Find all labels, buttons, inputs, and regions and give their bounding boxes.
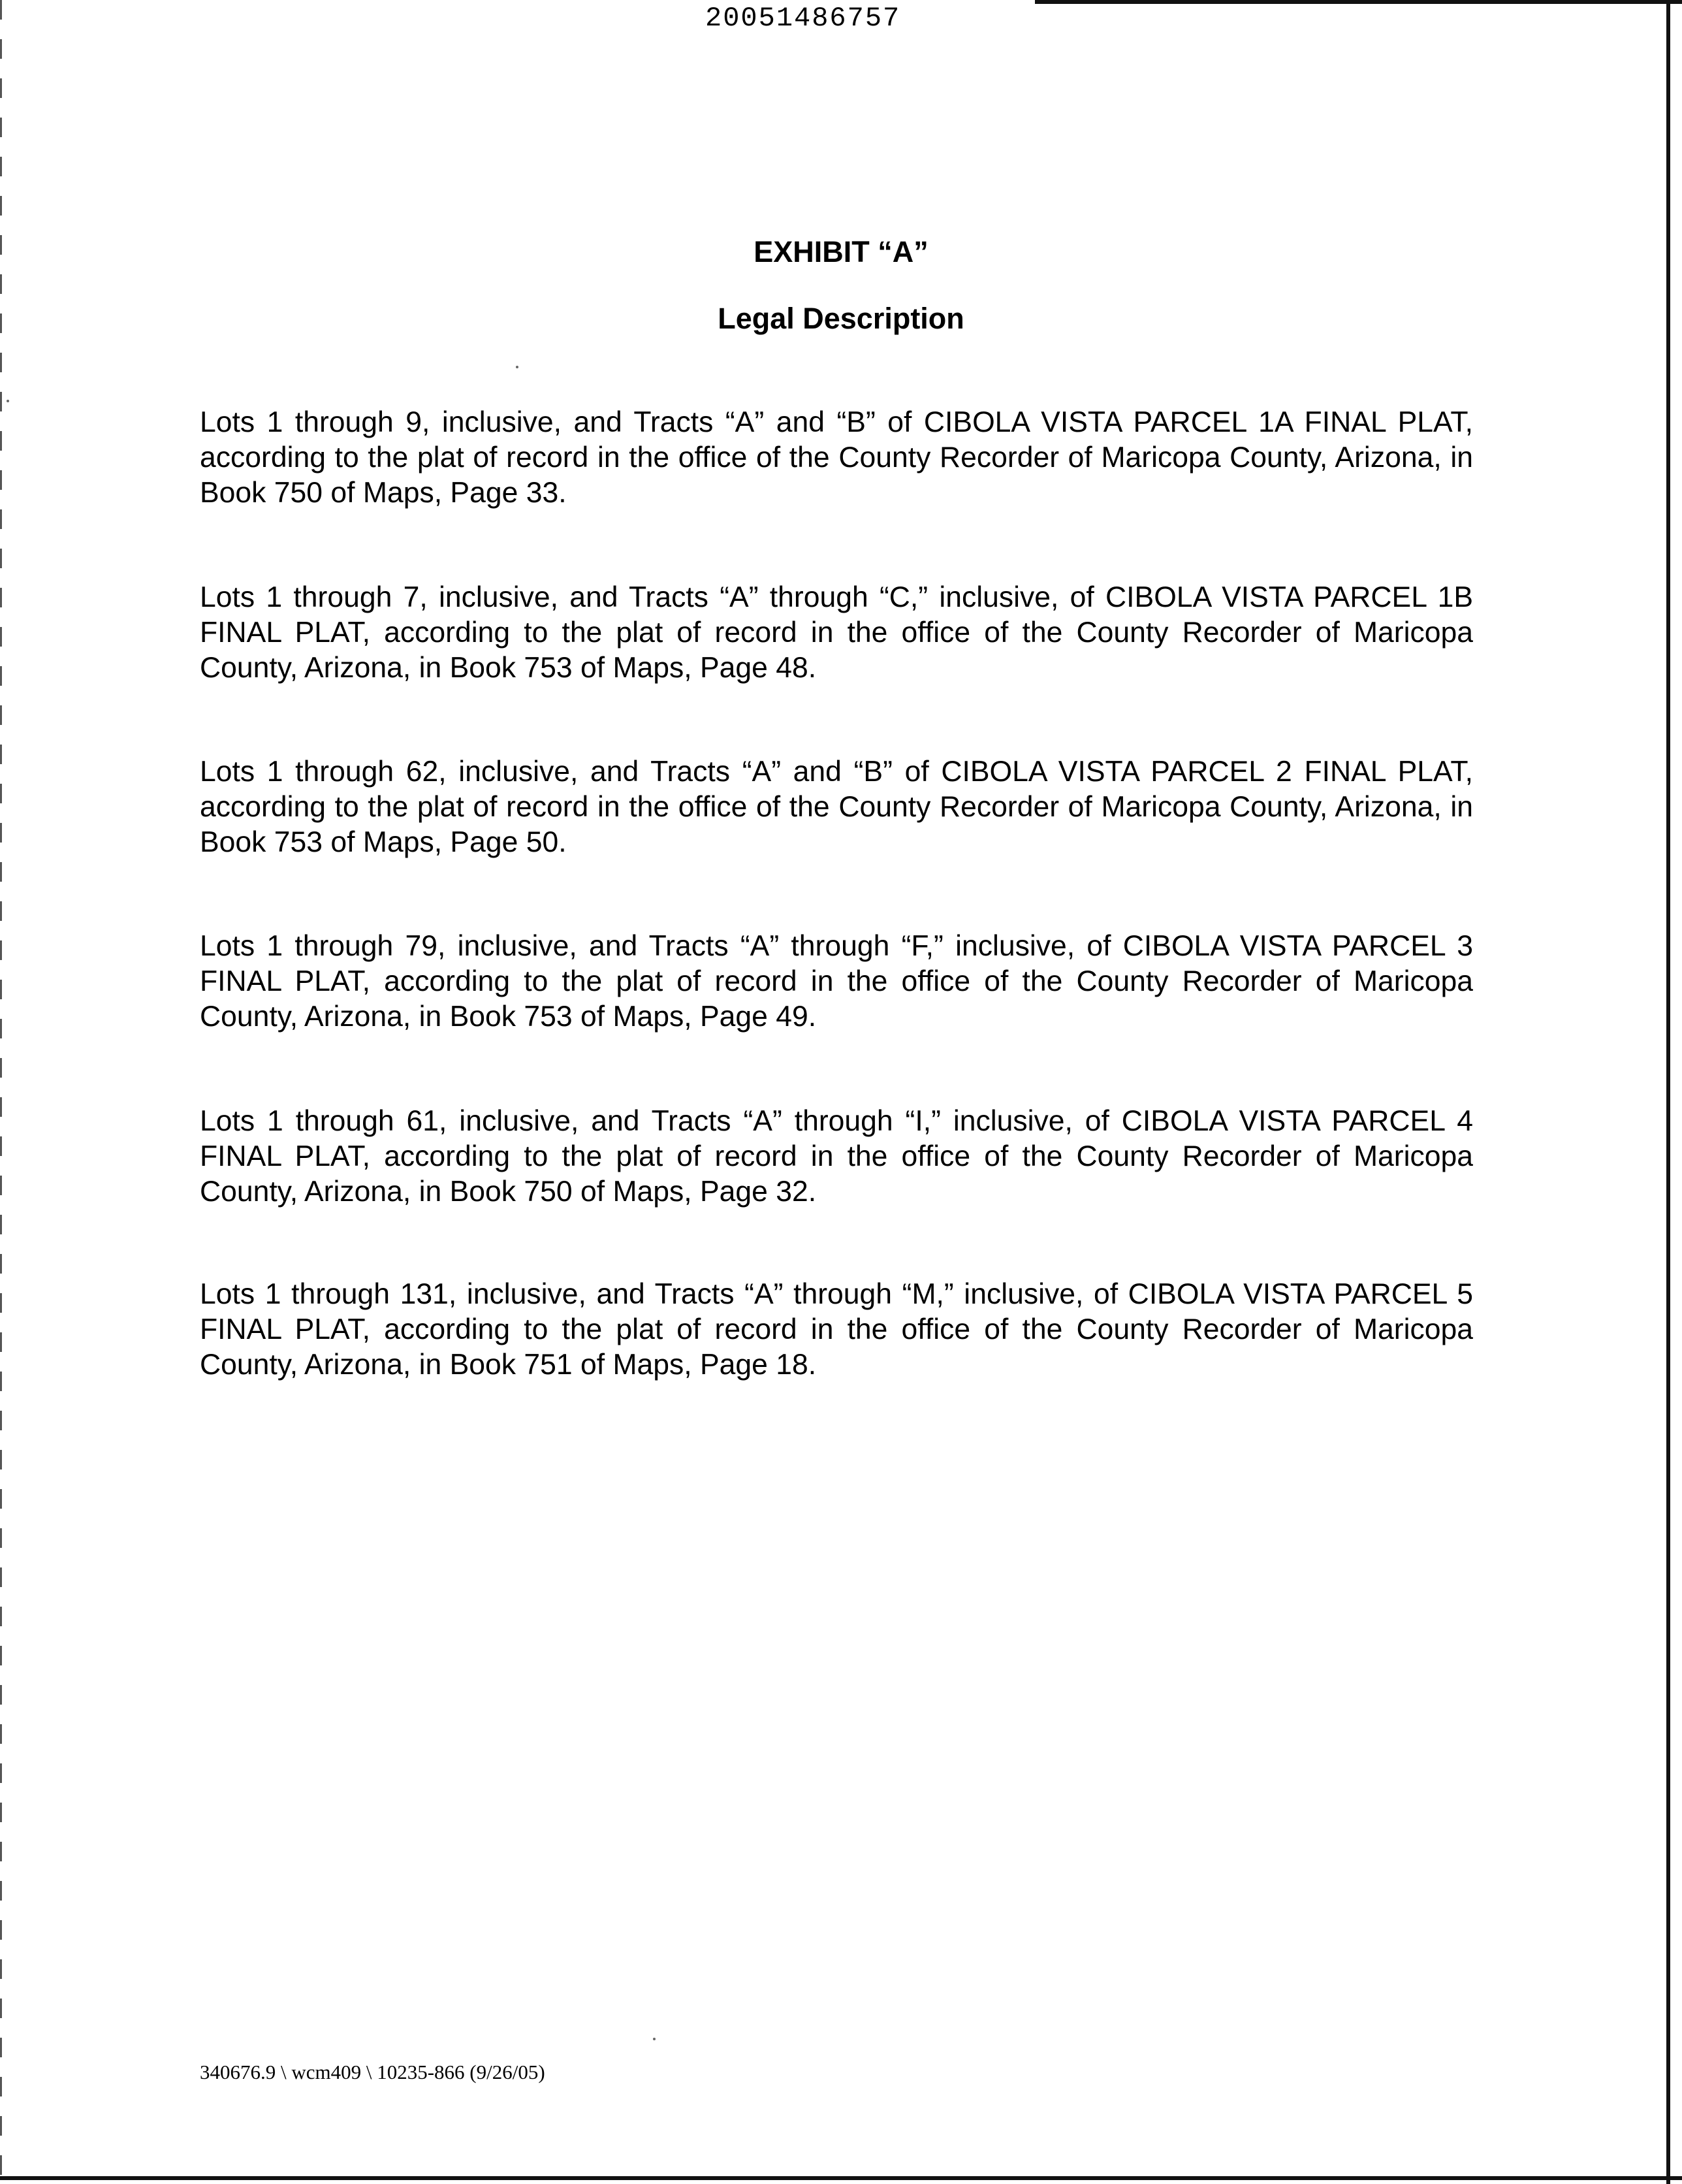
legal-paragraph-parcel-3: Lots 1 through 79, inclusive, and Tracts “A” through “F,” inclusive, of CIBOLA VISTA PARCEL 3 FINAL PLAT, according to the plat of record in the office of the County Recorder of Maricopa County, Arizona, in Book 753 of Maps, Page 49. [200,930,1473,1033]
scan-speck [516,366,518,368]
legal-paragraph-parcel-5: Lots 1 through 131, inclusive, and Tracts “A” through “M,” inclusive, of CIBOLA VISTA PARCEL 5 FINAL PLAT, according to the plat of record in the office of the County Recorder of Maricopa County, Arizona, in Book 751 of Maps, Page 18. [200,1278,1473,1381]
scan-border-top [1035,0,1682,4]
footer-file-code: 340676.9 \ wcm409 \ 10235-866 (9/26/05) [200,2061,545,2083]
legal-paragraph-parcel-1a: Lots 1 through 9, inclusive, and Tracts “A” and “B” of CIBOLA VISTA PARCEL 1A FINAL PLAT, according to the plat of record in the office of the County Recorder of Maricopa County, Arizona, in Book 750 of Maps, Page 33. [200,406,1473,509]
scan-speck [7,400,9,402]
legal-paragraph-parcel-2: Lots 1 through 62, inclusive, and Tracts “A” and “B” of CIBOLA VISTA PARCEL 2 FINAL PLAT, according to the plat of record in the office of the County Recorder of Maricopa County, Arizona, in Book 753 of Maps, Page 50. [200,756,1473,858]
legal-paragraph-parcel-1b: Lots 1 through 7, inclusive, and Tracts “A” through “C,” inclusive, of CIBOLA VISTA PARCEL 1B FINAL PLAT, according to the plat of record in the office of the County Recorder of Maricopa County, Arizona, in Book 753 of Maps, Page 48. [200,581,1473,684]
legal-description-heading: Legal Description [718,302,964,335]
recording-number: 20051486757 [705,3,901,34]
exhibit-title: EXHIBIT “A” [754,235,928,268]
legal-paragraph-parcel-4: Lots 1 through 61, inclusive, and Tracts “A” through “I,” inclusive, of CIBOLA VISTA PARCEL 4 FINAL PLAT, according to the plat of record in the office of the County Recorder of Maricopa County, Arizona, in Book 750 of Maps, Page 32. [200,1105,1473,1208]
scan-speck [653,2038,656,2040]
scan-border-bottom [0,2176,1682,2180]
